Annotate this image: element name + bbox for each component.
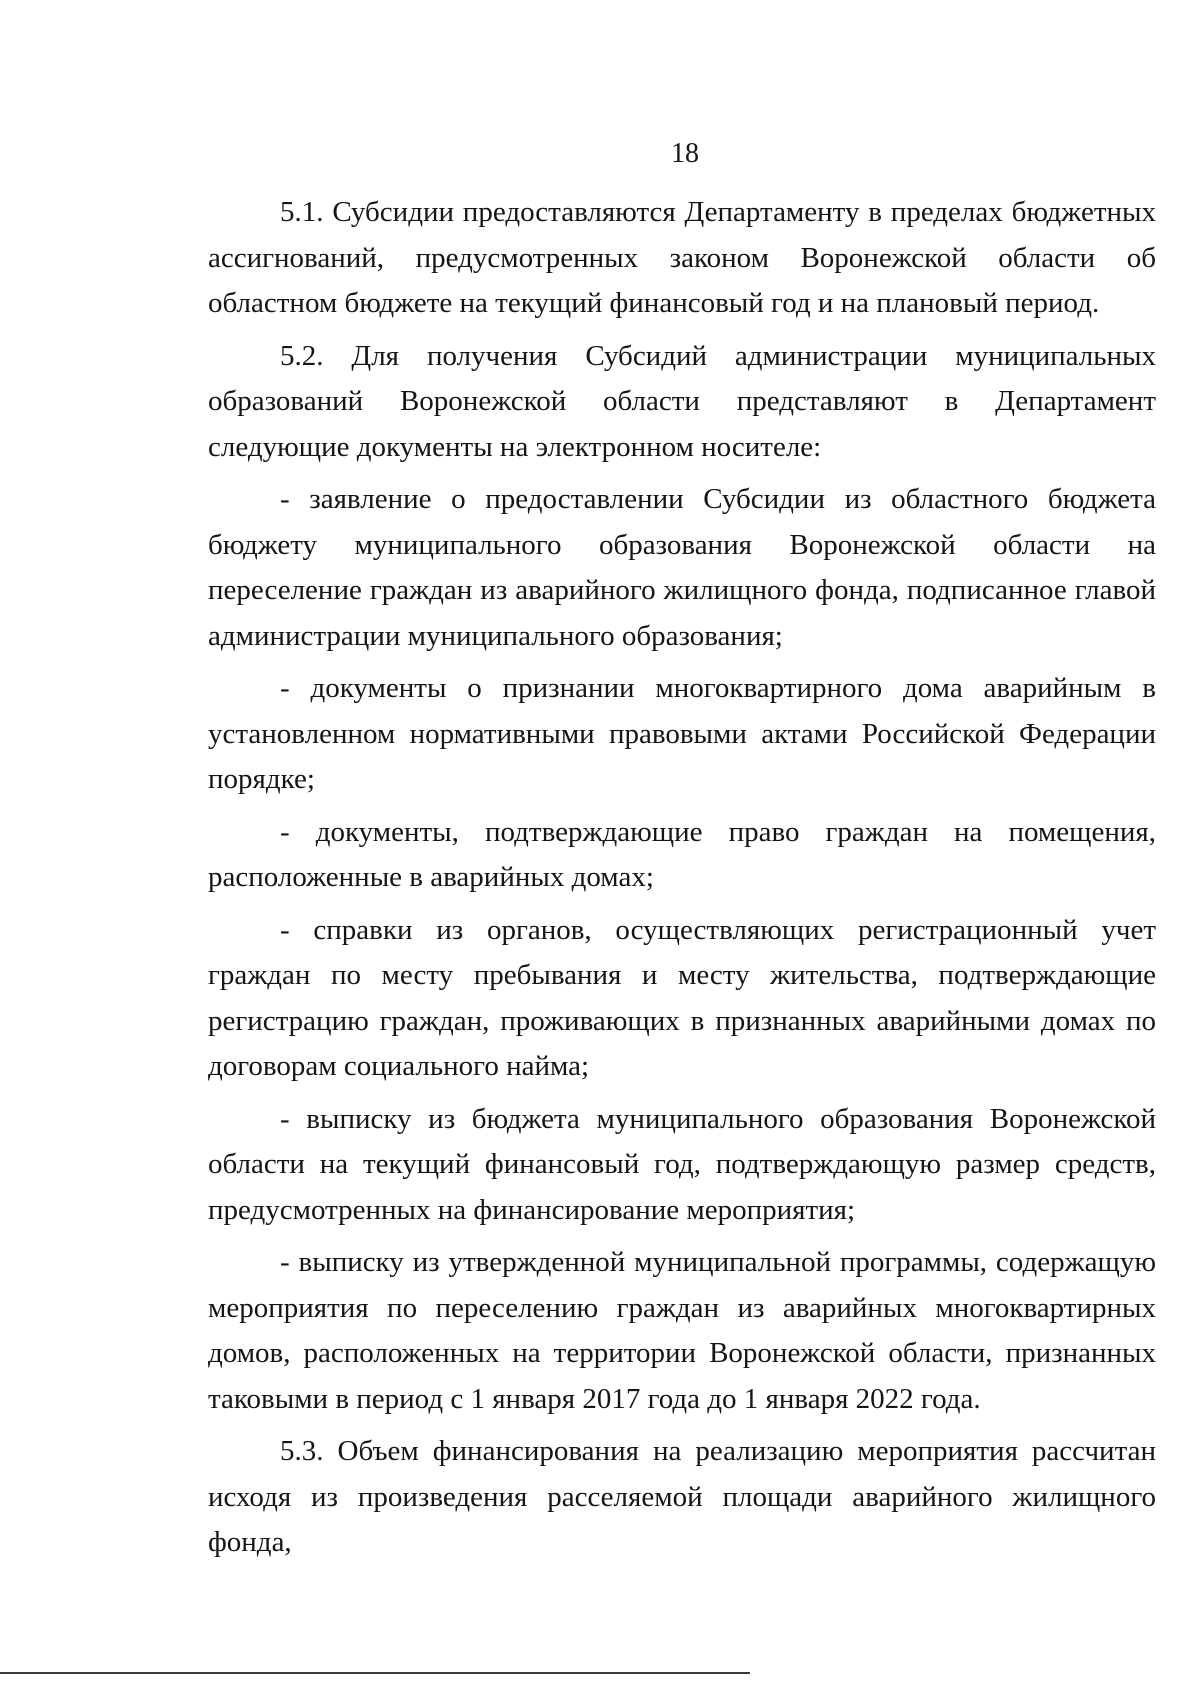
bottom-rule — [0, 1672, 750, 1674]
page-number: 18 — [671, 138, 699, 169]
list-item-budget-extract: - выписку из бюджета муниципального образования Воронежской области на текущий финансовый год, подтверждающую размер средств, предусмотренных на финансирование мероприятия; — [208, 1102, 1156, 1226]
paragraph-5-2: 5.2. Для получения Субсидий администрации муниципальных образований Воронежской области представляют в Департамент следующие документы на электронном носителе: — [208, 339, 1156, 463]
list-item-program-extract: - выписку из утвержденной муниципальной программы, содержащую мероприятия по переселению граждан из аварийных многоквартирных домов, расположенных на территории Воронежской области, признанных таковыми в период с 1 января 2017 года до 1 января 2022 года. — [208, 1246, 1156, 1415]
document-body — [208, 190, 1156, 1571]
list-item-emergency-recognition: - документы о признании многоквартирного дома аварийным в установленном нормативными правовыми актами Российской Федерации порядке; — [208, 672, 1156, 795]
list-item-ownership-documents: - документы, подтверждающие право граждан на помещения, расположенные в аварийных домах; — [208, 815, 1156, 893]
paragraph-5-1: 5.1. Субсидии предоставляются Департаменту в пределах бюджетных ассигнований, предусмотренных законом Воронежской области об областном бюджете на текущий финансовый год и на плановый период. — [208, 196, 1156, 319]
list-item-application: - заявление о предоставлении Субсидии из областного бюджета бюджету муниципального образования Воронежской области на переселение граждан из аварийного жилищного фонда, подписанное главой администрации муниципального образования; — [208, 483, 1156, 652]
paragraph-5-3: 5.3. Объем финансирования на реализацию мероприятия рассчитан исходя из произведения расселяемой площади аварийного жилищного фонда, — [208, 1435, 1156, 1558]
list-item-registration-certificates: - справки из органов, осуществляющих регистрационный учет граждан по месту пребывания и месту жительства, подтверждающие регистрацию граждан, проживающих в признанных аварийными домах по договорам социального найма; — [208, 913, 1156, 1082]
